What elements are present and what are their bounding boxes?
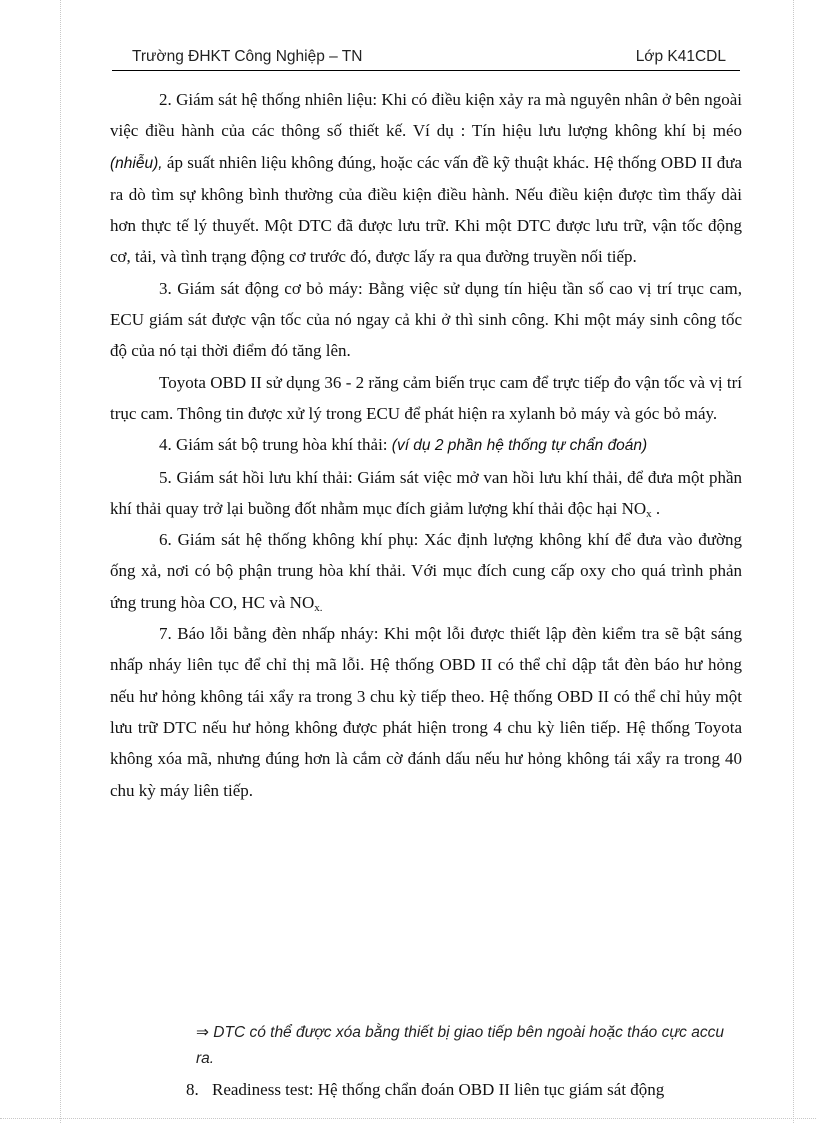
page-margin-guide-bottom [0, 1118, 816, 1119]
paragraph-toyota-obd: Toyota OBD II sử dụng 36 - 2 răng cảm biến trục cam để trực tiếp đo vận tốc và vị trí trục cam. Thông tin được xử lý trong ECU để phát hiện ra xylanh bỏ máy và góc bỏ máy. [110, 372, 742, 423]
header-school: Trường ĐHKT Công Nghiệp – TN [132, 48, 363, 65]
note-dtc-clear: ⇒ DTC có thể được xóa bằng thiết bị giao tiếp bên ngoài hoặc tháo cực accu ra. [196, 1024, 724, 1067]
paragraph-misfire: 3. Giám sát động cơ bỏ máy: Bằng việc sử dụng tín hiệu tần số cao vị trí trục cam, ECU giám sát được vận tốc của nó ngay cả khi ở thì sinh công. Khi một máy sinh công tốc độ của nó tại thời điểm đó tăng lên. [110, 278, 742, 361]
document-body [110, 84, 742, 806]
page-margin-guide-left [60, 0, 61, 1123]
item-text: Readiness test: Hệ thống chẩn đoán OBD II liên tục giám sát động [212, 1080, 665, 1099]
paragraph-mil: 7. Báo lỗi bằng đèn nhấp nháy: Khi một lỗi được thiết lập đèn kiểm tra sẽ bật sáng nhấp nháy liên tục để chỉ thị mã lỗi. Hệ thống OBD II có thể chỉ dập tắt đèn báo hư hỏng nếu hư hỏng không tái xẩy ra trong 3 chu kỳ tiếp theo. Hệ thống OBD II có thể chỉ hủy một lưu trữ DTC nếu hư hỏng không được phát hiện trong 4 chu kỳ liên tiếp. Hệ thống Toyota không xóa mã, nhưng đúng hơn là cắm cờ đánh dấu nếu hư hỏng không tái xẩy ra trong 40 chu kỳ máy liên tiếp. [110, 624, 742, 800]
item-number: 8. [186, 1080, 199, 1099]
paragraph-secondary-air: 6. Giám sát hệ thống không khí phụ: Xác định lượng không khí để đưa vào đường ống xả, nơi có bộ phận trung hòa khí thải. Với mục đích cung cấp oxy cho quá trình phản ứng trung hòa CO, HC và $NO_{x.}$ [110, 530, 742, 614]
paragraph-fuel-system: 2. Giám sát hệ thống nhiên liệu: Khi có điều kiện xảy ra mà nguyên nhân ở bên ngoài việc điều hành của các thông số thiết kế. Ví dụ : Tín hiệu lưu lượng không khí bị méo (nhiễu), áp suất nhiên liệu không đúng, hoặc các vấn đề kỹ thuật khác. Hệ thống OBD II đưa ra dò tìm sự không bình thường của điều kiện điều hành. Nếu điều kiện được tìm thấy dài hơn thực tế lý thuyết. Một DTC đã được lưu trữ. Khi một DTC được lưu trữ, vận tốc động cơ, tải, và tình trạng động cơ trước đó, được lấy ra qua đường truyền nối tiếp. [110, 90, 742, 267]
paragraph-egr: 5. Giám sát hồi lưu khí thải: Giám sát việc mở van hồi lưu khí thải, để đưa một phần khí thải quay trở lại buồng đốt nhằm mục đích giảm lượng khí thải độc hại $NO_x$ . [110, 467, 742, 520]
header-class: Lớp K41CDL [635, 48, 726, 65]
page-header [112, 46, 740, 71]
page-margin-guide-right [793, 0, 794, 1123]
list-item-readiness [186, 1077, 742, 1103]
paragraph-catalyst: 4. Giám sát bộ trung hòa khí thải: (ví dụ 2 phần hệ thống tự chẩn đoán) [159, 435, 648, 455]
